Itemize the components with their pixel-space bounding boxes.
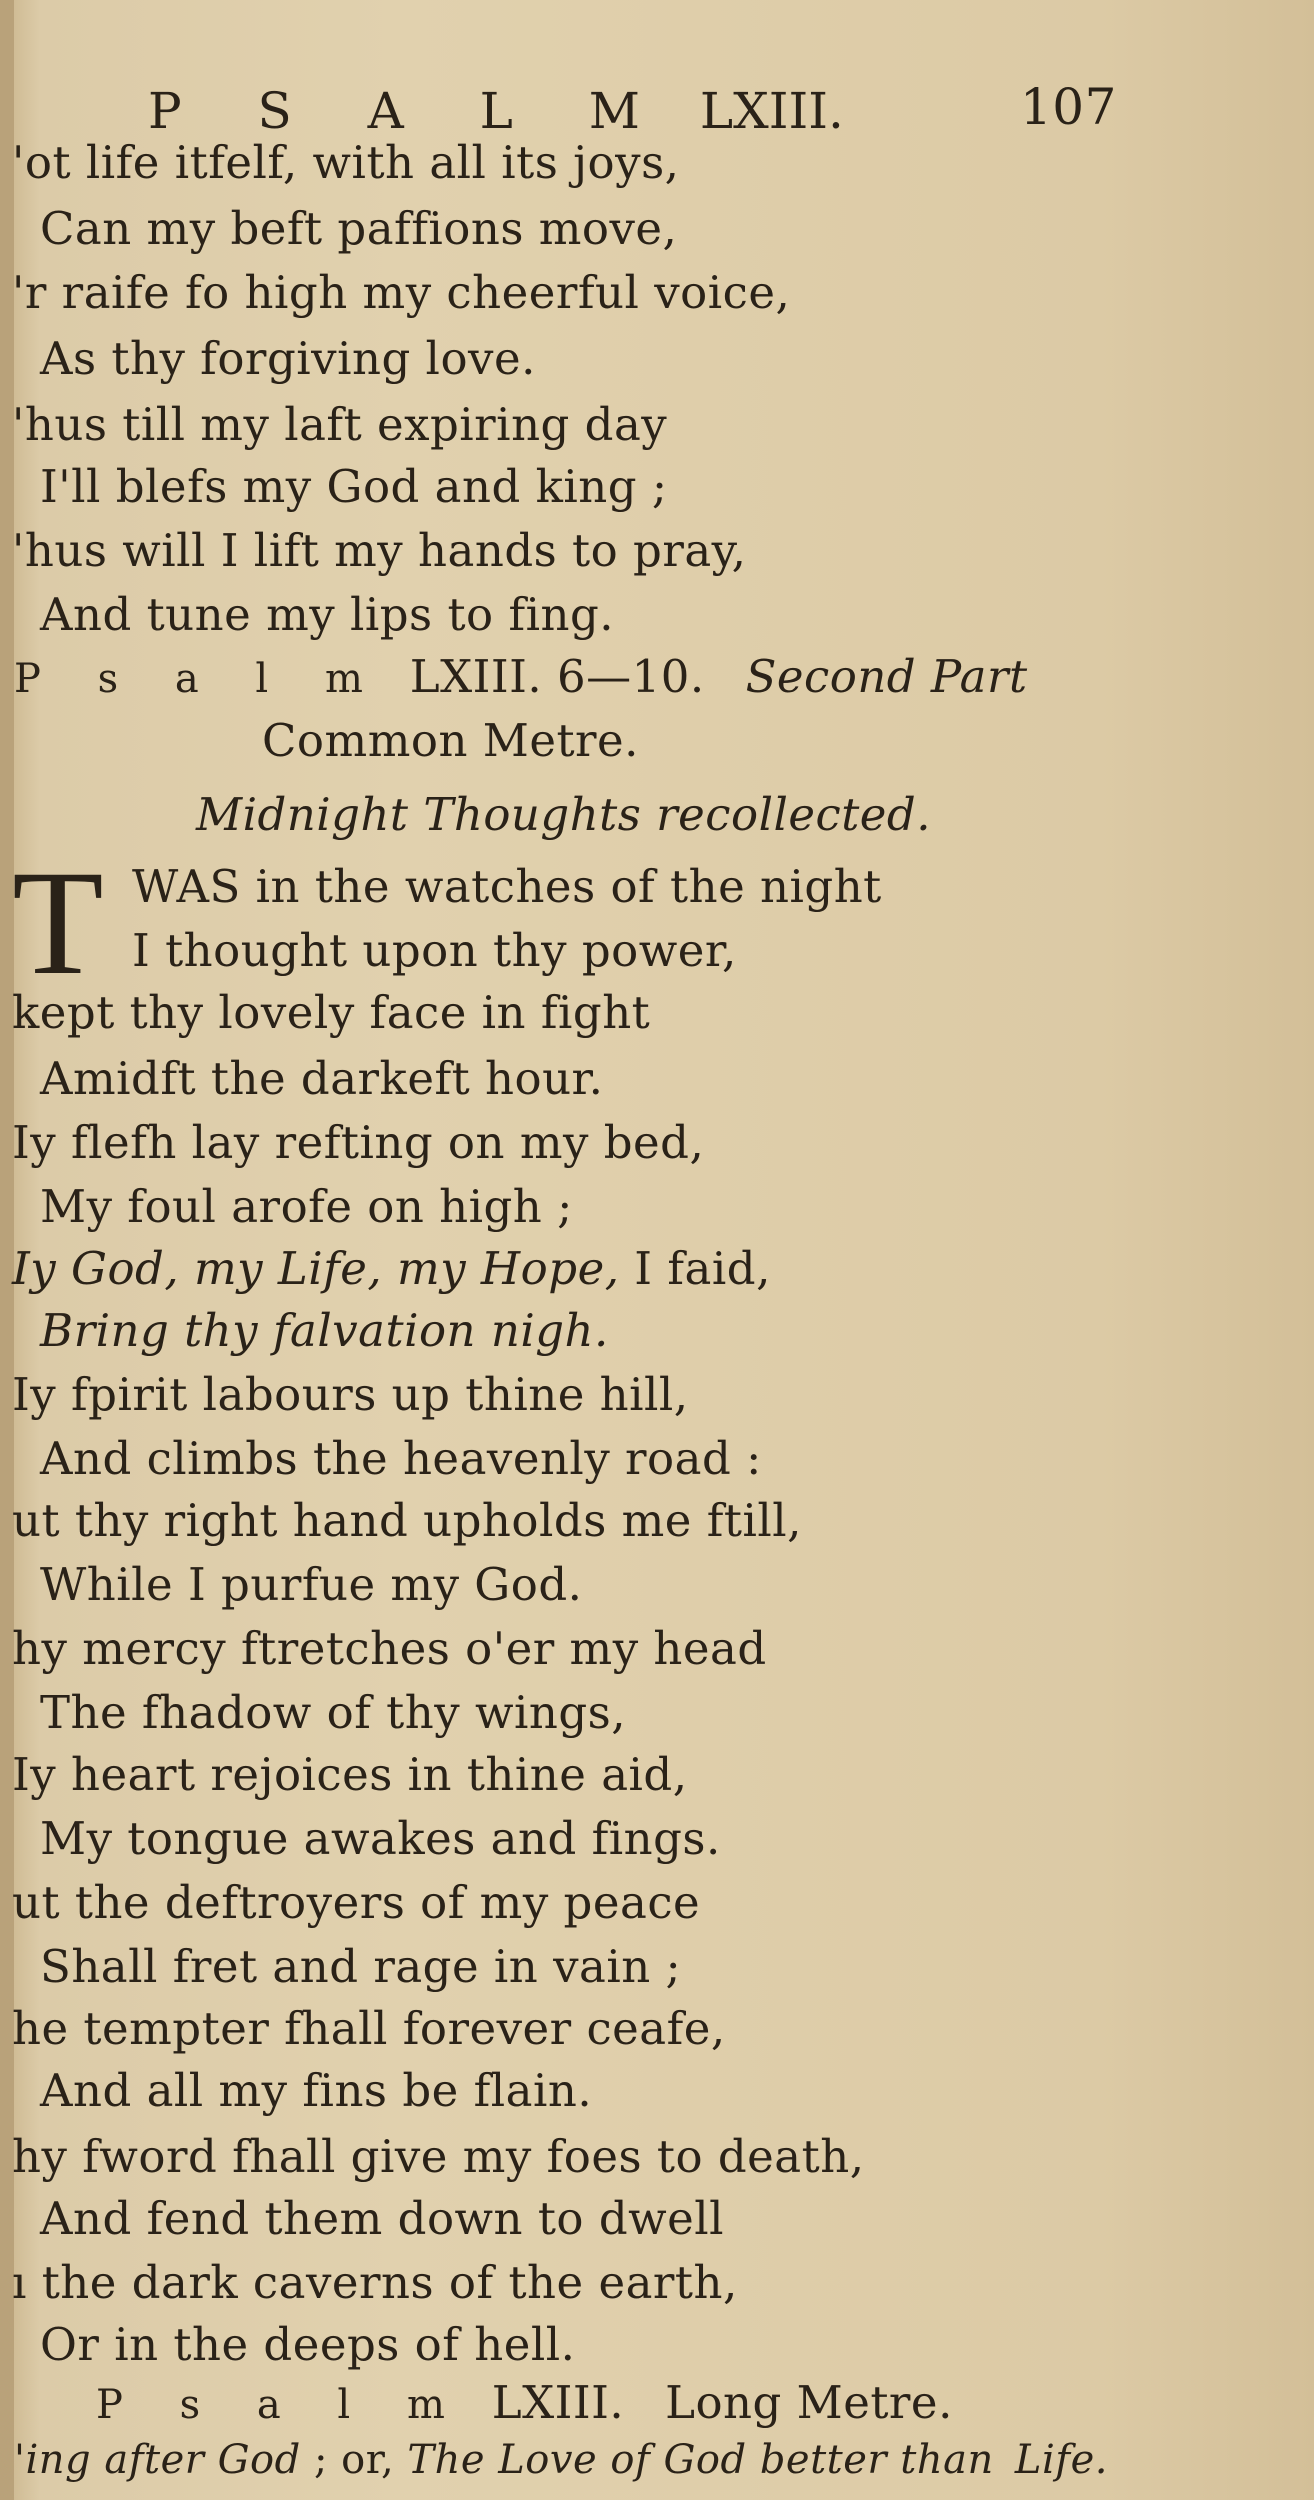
metre-label: Long Metre. (665, 2376, 953, 2429)
verse-line: 'ot life itfelf, with all its joys, (12, 136, 680, 189)
verse-line: 'hus till my laft expiring day (12, 398, 668, 451)
verse-line: While I purfue my God. (40, 1558, 583, 1611)
verse-line: And all my fins be flain. (40, 2064, 593, 2117)
subtitle-part: ; or, (300, 2437, 408, 2483)
page-number: 107 (1020, 78, 1117, 136)
verse-line: Iy flefh lay refting on my bed, (12, 1116, 705, 1169)
verse-line: 'r raife fo high my cheerful voice, (12, 266, 791, 319)
section-subtitle (14, 2437, 1108, 2483)
verse-line: As thy forgiving love. (40, 332, 536, 385)
running-head (148, 82, 844, 140)
verse-line: ut thy right hand upholds me ftill, (12, 1494, 802, 1547)
section-heading (96, 2376, 953, 2429)
section-heading (14, 650, 1028, 703)
verse-line (12, 1242, 771, 1295)
verse-line: I'll blefs my God and king ; (40, 460, 668, 513)
verse-line: My foul arofe on high ; (40, 1180, 573, 1233)
psalm-number: LXIII. (491, 2376, 625, 2429)
verse-line: My tongue awakes and fings. (40, 1812, 721, 1865)
verse-line: Iy fpirit labours up thine hill, (12, 1368, 689, 1421)
part-label: Second Part (745, 650, 1028, 703)
verse-line: WAS in the watches of the night (132, 860, 882, 913)
verse-line: Or in the deeps of hell. (40, 2318, 576, 2371)
verse-line: ut the deftroyers of my peace (12, 1876, 701, 1929)
psalm-label: P s a l m (96, 2382, 467, 2428)
running-head-word: P S A L M (148, 82, 670, 140)
verse-line: he tempter fhall forever ceafe, (12, 2002, 726, 2055)
subtitle-part: 'ing after God (14, 2437, 301, 2483)
verse-line: kept thy lovely face in fight (12, 986, 651, 1039)
psalm-number: LXIII. 6—10. (409, 650, 705, 703)
verse-line: The fhadow of thy wings, (40, 1686, 627, 1739)
verse-line: Amidft the darkeft hour. (40, 1052, 604, 1105)
verse-line-italic: Iy God, my Life, my Hope, (12, 1242, 620, 1295)
verse-line: hy fword fhall give my foes to death, (12, 2130, 865, 2183)
verse-line: I thought upon thy power, (132, 924, 737, 977)
verse-line: Shall fret and rage in vain ; (40, 1940, 682, 1993)
verse-line: hy mercy ftretches o'er my head (12, 1622, 767, 1675)
drop-capital: T (12, 840, 104, 1006)
verse-line: And fend them down to dwell (40, 2192, 725, 2245)
verse-line: Iy heart rejoices in thine aid, (12, 1748, 688, 1801)
verse-line: And tune my lips to fing. (40, 588, 615, 641)
verse-line-rest: I faid, (619, 1242, 771, 1295)
verse-line: Bring thy falvation nigh. (40, 1304, 609, 1357)
subtitle-part: The Love of God better than (407, 2437, 994, 2483)
verse-line: Can my beft paffions move, (40, 202, 678, 255)
psalm-label: P s a l m (14, 656, 385, 702)
running-head-number: LXIII. (699, 82, 844, 140)
subtitle-part: Life. (1014, 2437, 1108, 2483)
verse-line: ı the dark caverns of the earth, (12, 2256, 738, 2309)
metre-label: Common Metre. (262, 714, 639, 767)
section-subtitle: Midnight Thoughts recollected. (196, 788, 932, 841)
verse-line: And climbs the heavenly road : (40, 1432, 762, 1485)
verse-line: 'hus will I lift my hands to pray, (12, 524, 747, 577)
